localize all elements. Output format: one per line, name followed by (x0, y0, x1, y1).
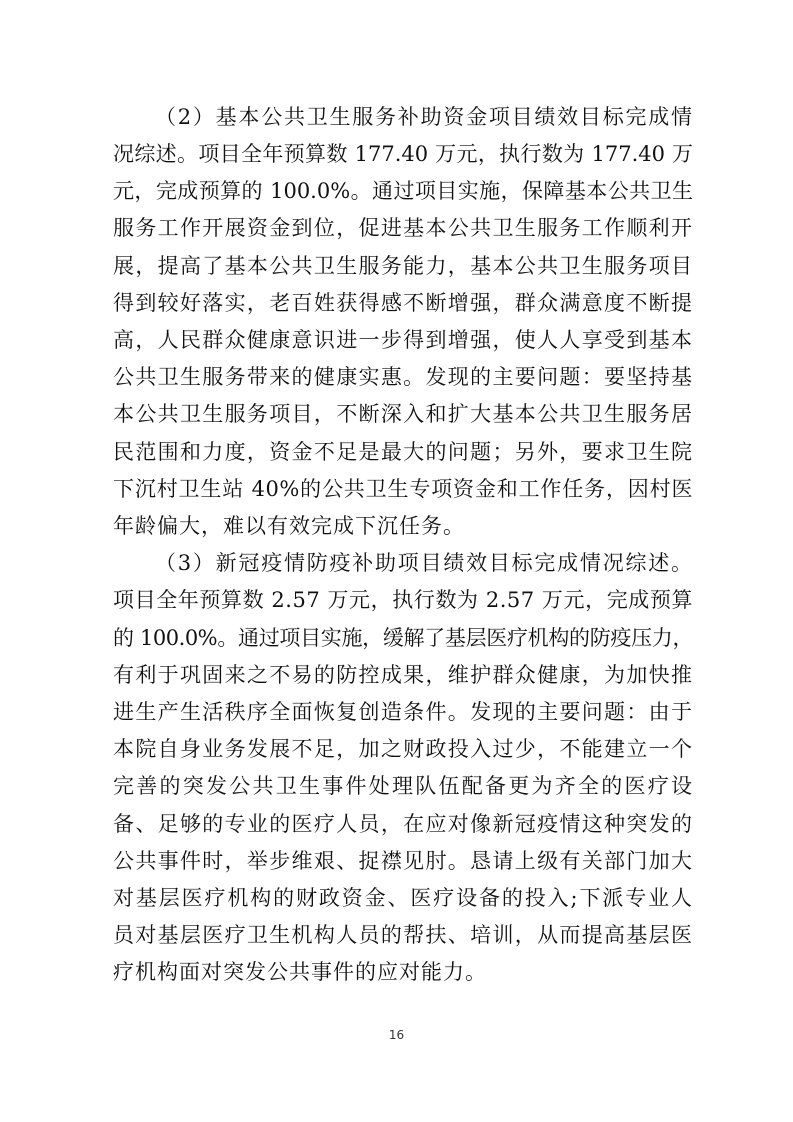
paragraph-1-line-1: （2）基本公共卫生服务补助资金项目绩效目标完成情 (155, 105, 693, 129)
paragraph-1-line-7: 高，人民群众健康意识进一步得到增强，使人人享受到基本 (113, 328, 693, 352)
paragraph-2-line-5: 进生产生活秩序全面恢复创造条件。发现的主要问题：由于 (113, 700, 693, 724)
paragraph-1-line-2: 况综述。项目全年预算数 177.40 万元，执行数为 177.40 万 (113, 142, 693, 166)
paragraph-1-line-5: 展，提高了基本公共卫生服务能力，基本公共卫生服务项目 (113, 254, 693, 278)
paragraph-1-line-3: 元，完成预算的 100.0%。通过项目实施，保障基本公共卫生 (113, 179, 693, 203)
paragraph-1-line-4: 服务工作开展资金到位，促进基本公共卫生服务工作顺利开 (113, 216, 693, 240)
paragraph-2-line-1: （3）新冠疫情防疫补助项目绩效目标完成情况综述。 (155, 551, 693, 575)
paragraph-2-line-11: 员对基层医疗卫生机构人员的帮扶、培训，从而提高基层医 (113, 923, 693, 947)
paragraph-2-line-3: 的 100.0%。通过项目实施，缓解了基层医疗机构的防疫压力， (113, 626, 693, 650)
paragraph-2-line-8: 备、足够的专业的医疗人员，在应对像新冠疫情这种突发的 (113, 812, 693, 836)
paragraph-1-line-10: 民范围和力度，资金不足是最大的问题；另外，要求卫生院 (113, 440, 693, 464)
paragraph-1-line-12: 年龄偏大，难以有效完成下沉任务。 (113, 514, 465, 538)
paragraph-1-line-6: 得到较好落实，老百姓获得感不断增强，群众满意度不断提 (113, 291, 693, 315)
paragraph-2-line-12: 疗机构面对突发公共事件的应对能力。 (113, 960, 487, 984)
paragraph-1-line-8: 公共卫生服务带来的健康实惠。发现的主要问题：要坚持基 (113, 365, 693, 389)
page-number: 16 (388, 1028, 405, 1042)
paragraph-2-line-9: 公共事件时，举步维艰、捉襟见肘。恳请上级有关部门加大 (113, 849, 693, 873)
paragraph-2-line-6: 本院自身业务发展不足，加之财政投入过少，不能建立一个 (113, 737, 693, 761)
paragraph-2-line-7: 完善的突发公共卫生事件处理队伍配备更为齐全的医疗设 (113, 774, 693, 798)
paragraph-2-line-10: 对基层医疗机构的财政资金、医疗设备的投入;下派专业人 (113, 886, 693, 910)
paragraph-1-line-9: 本公共卫生服务项目，不断深入和扩大基本公共卫生服务居 (113, 402, 693, 426)
paragraph-1-line-11: 下沉村卫生站 40%的公共卫生专项资金和工作任务，因村医 (113, 477, 693, 501)
paragraph-2-line-4: 有利于巩固来之不易的防控成果，维护群众健康，为加快推 (113, 663, 693, 687)
paragraph-2-line-2: 项目全年预算数 2.57 万元，执行数为 2.57 万元，完成预算 (113, 588, 693, 612)
